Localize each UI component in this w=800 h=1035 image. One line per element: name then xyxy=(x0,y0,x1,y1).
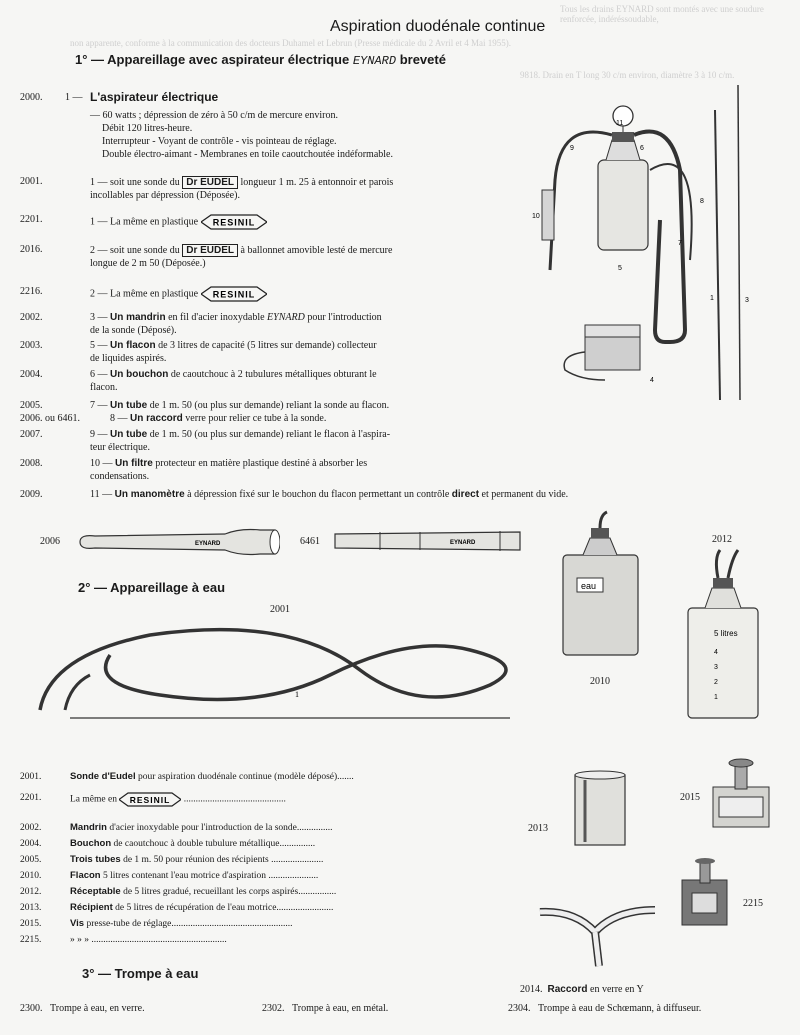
item-text: 2 — soit une sonde du xyxy=(90,245,180,256)
item-text-b: de 1 m. 50 (ou plus sur demande) reliant la sonde au flacon. xyxy=(149,400,390,411)
item-qty: 8 — xyxy=(110,413,128,424)
item-bold: Un tube xyxy=(110,429,148,440)
item-num: 2004. xyxy=(20,369,43,380)
section-1-heading xyxy=(75,52,446,68)
item-num: 2216. xyxy=(20,286,43,297)
list-text: de caoutchouc à double tubulure métallique............... xyxy=(113,839,316,849)
item-bold: Un tube xyxy=(110,400,148,411)
resinil-text: RESINIL xyxy=(212,289,255,300)
fig-label-10: 10 xyxy=(532,213,540,220)
item-bold-2: direct xyxy=(451,489,480,500)
item-num: 2008. xyxy=(20,458,43,469)
fig-label-11: 11 xyxy=(616,120,624,127)
item-num: 2006. ou 6461. xyxy=(20,413,80,424)
eudel-box: Dr EUDEL xyxy=(182,244,238,257)
bottom-text: Trompe à eau, en verre. xyxy=(50,1003,145,1014)
list-bold: Réceptable xyxy=(70,886,121,897)
item-text-b: de 3 litres de capacité (5 litres sur demande) collecteur xyxy=(158,340,377,351)
list-num: 2015. xyxy=(20,919,42,929)
item-text: 1 — La même en plastique xyxy=(90,216,199,228)
bottom-2300 xyxy=(20,1003,145,1014)
resinil-logo xyxy=(201,286,267,302)
bottom-text: Trompe à eau, en métal. xyxy=(292,1003,389,1014)
fig-label-4: 4 xyxy=(650,377,654,384)
item-num: 2005. xyxy=(20,400,43,411)
fig-2015-clamp xyxy=(705,757,777,835)
list-bold: Mandrin xyxy=(70,822,107,833)
item-text-d: flacon. xyxy=(90,381,118,393)
ghost-text-1: Tous les drains EYNARD sont montés avec une soudure renforcée, indéréssoudable, xyxy=(560,4,764,24)
item-text-c: pour l'introduction xyxy=(307,312,382,323)
bottom-text: Trompe à eau de Schœmann, à diffuseur. xyxy=(538,1003,702,1014)
item-num: 2001. xyxy=(20,176,43,187)
item-text-b: verre pour relier ce tube à la sonde. xyxy=(185,413,327,424)
item-text-d: condensations. xyxy=(90,470,150,482)
item-qty: 3 — xyxy=(90,312,108,323)
item-num: 2007. xyxy=(20,429,43,440)
list-text: presse-tube de réglage................................................... xyxy=(86,919,293,929)
item-bold: Un raccord xyxy=(130,413,183,424)
raccord-text: en verre en Y xyxy=(590,984,644,995)
eynard-mark: EYNARD xyxy=(450,540,476,546)
item-text-b: de 1 m. 50 (ou plus sur demande) reliant le flacon à l'aspira- xyxy=(149,429,391,440)
fig-2013-container xyxy=(565,770,635,850)
item-2006 xyxy=(20,413,780,427)
item-qty: 5 — xyxy=(90,340,108,351)
bottom-2302 xyxy=(262,1003,388,1014)
item-bold: Un flacon xyxy=(110,340,156,351)
resinil-logo xyxy=(201,214,267,230)
item-num: 2201. xyxy=(20,214,43,225)
list-bold: Bouchon xyxy=(70,838,112,849)
scale-3: 3 xyxy=(714,664,718,671)
item-2008 xyxy=(20,458,780,484)
list-text: d'acier inoxydable pour l'introduction de la sonde............... xyxy=(109,823,333,833)
item-bold: Un bouchon xyxy=(110,369,169,380)
item-text-b: en fil d'acier inoxydable xyxy=(168,312,265,323)
raccord-bold: Raccord xyxy=(547,984,588,995)
item-text-b: à dépression fixé sur le bouchon du flacon permettant un contrôle xyxy=(187,489,450,500)
aspirator-l3: Interrupteur - Voyant de contrôle - vis pointeau de réglage. xyxy=(102,136,337,147)
fig-label-3: 3 xyxy=(745,297,749,304)
item-num: 2002. xyxy=(20,312,43,323)
item-text-d: de la sonde (Déposé). xyxy=(90,324,177,336)
fig-2010-label: 2010 xyxy=(590,676,610,687)
aspirator-l2: Débit 120 litres-heure. xyxy=(102,123,193,134)
item-text-d: teur électrique. xyxy=(90,441,150,453)
item-text-d: de liquides aspirés. xyxy=(90,352,167,364)
eau-label: eau xyxy=(581,581,597,591)
item-2007 xyxy=(20,429,780,455)
aspirator-l4: Double électro-aimant - Membranes en toile caoutchoutée indéformable. xyxy=(102,149,393,160)
fig-y-raccord xyxy=(535,900,665,970)
fig-sonde-coil xyxy=(30,615,520,730)
item-bold: Un manomètre xyxy=(114,489,185,500)
fig-2001-label: 2001 xyxy=(270,604,290,615)
fig-2215-clamp xyxy=(672,855,742,935)
fig-2010-bottle xyxy=(555,510,650,665)
fig-label-7: 7 xyxy=(678,240,682,247)
eudel-box: Dr EUDEL xyxy=(182,176,238,189)
list-num: 2002. xyxy=(20,823,42,833)
item-text-c: incollables par dépression (Déposée). xyxy=(90,189,240,201)
aspirator-num: 2000. xyxy=(20,92,43,103)
bottom-2304 xyxy=(508,1003,701,1014)
fig-2006-connector xyxy=(75,522,280,562)
list-num: 2012. xyxy=(20,887,42,897)
item-2009 xyxy=(20,489,780,503)
fig-label-8: 8 xyxy=(700,198,704,205)
fig-2015-label: 2015 xyxy=(680,792,700,803)
resinil-text: RESINIL xyxy=(212,217,255,228)
resinil-logo xyxy=(119,792,181,807)
fig-6461-label: 6461 xyxy=(300,536,320,547)
list-num: 2010. xyxy=(20,871,42,881)
item-text-c: longue de 2 m 50 (Déposée.) xyxy=(90,257,206,269)
list-text: de 5 litres gradué, recueillant les corps aspirés................ xyxy=(123,887,337,897)
list-bold: Trois tubes xyxy=(70,854,121,865)
fig-label-9: 9 xyxy=(570,145,574,152)
section-1-heading-tail: breveté xyxy=(399,52,446,67)
aspirator-qty: 1 — xyxy=(65,92,83,103)
item-qty: 6 — xyxy=(90,369,108,380)
list-num: 2004. xyxy=(20,839,42,849)
item-text-c: et permanent du vide. xyxy=(481,489,569,500)
item-qty: 10 — xyxy=(90,458,113,469)
item-bold: Un mandrin xyxy=(110,312,166,323)
item-text-b: à ballonnet amovible lesté de mercure xyxy=(240,245,393,256)
list-num: 2201. xyxy=(20,793,42,803)
section-2-heading: 2° — Appareillage à eau xyxy=(78,580,226,595)
item-num: 2009. xyxy=(20,489,43,500)
fig-6461-connector xyxy=(330,522,530,558)
page-title: Aspiration duodénale continue xyxy=(330,18,546,35)
list-num: 2013. xyxy=(20,903,42,913)
fig-label-5: 5 xyxy=(618,265,622,272)
list-dots: ........................................... xyxy=(183,794,286,805)
raccord-num: 2014. xyxy=(520,984,543,995)
apparatus-illustration xyxy=(520,80,780,410)
scale-2: 2 xyxy=(714,679,718,686)
item-num: 2003. xyxy=(20,340,43,351)
list-bold: Sonde d'Eudel xyxy=(70,771,136,782)
list-text: 5 litres contenant l'eau motrice d'aspiration ..................... xyxy=(103,871,319,881)
item-text: 1 — soit une sonde du xyxy=(90,177,180,188)
scale-1: 1 xyxy=(714,694,718,701)
section-3-heading: 3° — Trompe à eau xyxy=(82,966,199,981)
fig-1-label: 1 xyxy=(295,690,299,699)
fig-label-1: 1 xyxy=(710,295,714,302)
list-bold: Vis xyxy=(70,918,85,929)
list-num: 2215. xyxy=(20,935,42,945)
fig-2215-label: 2215 xyxy=(743,898,763,909)
list-text: » » » ......................................................... xyxy=(70,935,227,945)
scale-4: 4 xyxy=(714,649,718,656)
bottom-num: 2300. xyxy=(20,1003,43,1014)
resinil-text: RESINIL xyxy=(130,795,171,805)
bottom-num: 2302. xyxy=(262,1003,285,1014)
aspirator-l1: — 60 watts ; dépression de zéro à 50 c/m de mercure environ. xyxy=(90,110,338,121)
fig-label-6: 6 xyxy=(640,145,644,152)
raccord-line xyxy=(520,984,644,995)
list-bold: Flacon xyxy=(70,870,101,881)
list-text: de 1 m. 50 pour réunion des récipients ...................... xyxy=(123,855,324,865)
fig-2012-bottle xyxy=(680,548,765,723)
section-1-heading-text: 1° — Appareillage avec aspirateur électrique xyxy=(75,52,350,67)
fig-2012-label: 2012 xyxy=(712,534,732,545)
item-text-b: de caoutchouc à 2 tubulures métalliques obturant le xyxy=(170,369,377,380)
ghost-text-3: 9818. Drain en T long 30 c/m environ, diamètre 3 à 10 c/m. xyxy=(520,70,735,80)
list-text: de 5 litres de récupération de l'eau motrice........................ xyxy=(115,903,334,913)
aspirator-name: L'aspirateur électrique xyxy=(90,90,219,104)
section-1-brand: EYNARD xyxy=(352,54,397,68)
list-num: 2001. xyxy=(20,772,42,782)
item-text: 2 — La même en plastique xyxy=(90,288,199,300)
item-text-b: protecteur en matière plastique destiné à absorber les xyxy=(155,458,368,469)
item-qty: 11 — xyxy=(90,489,113,500)
item-qty: 7 — xyxy=(90,400,108,411)
item-text-b: longueur 1 m. 25 à entonnoir et parois xyxy=(240,177,394,188)
ghost-text-2: non apparente, conforme à la communication des docteurs Duhamel et Lebrun (Presse médicale du 2 Avril et 4 Mai 1955). xyxy=(70,38,511,48)
item-brand: EYNARD xyxy=(267,312,305,323)
list-num: 2005. xyxy=(20,855,42,865)
list-bold: Récipient xyxy=(70,902,113,913)
item-bold: Un filtre xyxy=(115,458,153,469)
list-text: La même en xyxy=(70,794,117,805)
bottom-num: 2304. xyxy=(508,1003,531,1014)
item-num: 2016. xyxy=(20,244,43,255)
item-qty: 9 — xyxy=(90,429,108,440)
eynard-mark: EYNARD xyxy=(195,541,221,547)
list-text: pour aspiration duodénale continue (modèle déposé)....... xyxy=(137,772,354,782)
fig-2013-label: 2013 xyxy=(528,823,548,834)
fig-2006-label: 2006 xyxy=(40,536,60,547)
litres-label: 5 litres xyxy=(714,629,738,638)
